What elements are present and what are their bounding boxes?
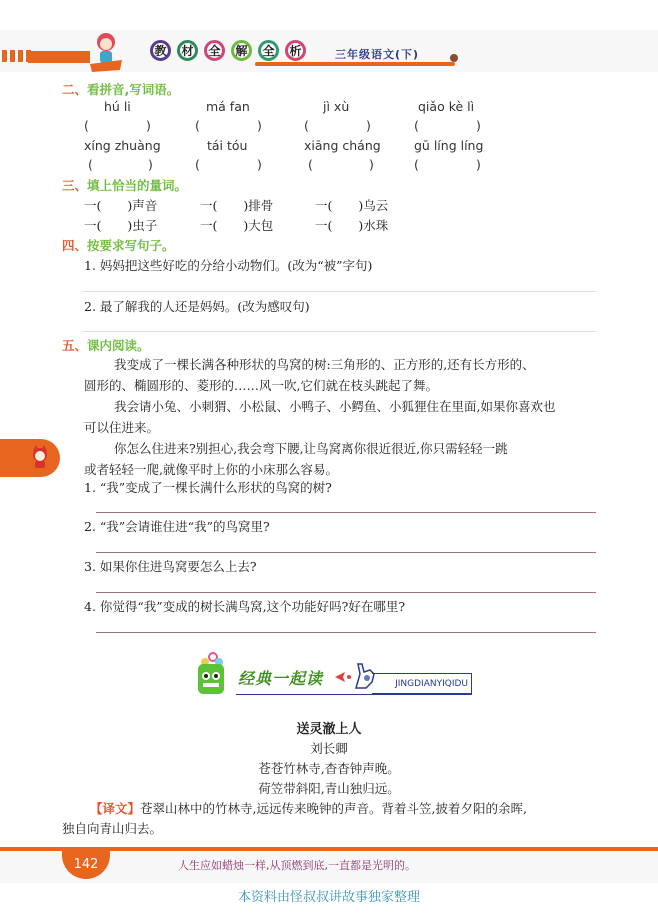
pinyin-8: gū líng líng [414,138,484,153]
blank-open: 一( [315,198,333,213]
section4-title: 按要求写句子。 [87,238,175,253]
blank-open: 一( [200,198,218,213]
header-dot [450,54,458,62]
answer-paren-close: ) [476,157,481,172]
cartoon-girl-icon [88,30,124,72]
pinyin-2: má fan [206,99,250,114]
pinyin-7: xiāng cháng [304,138,381,153]
translation-tag: 【译文】 [90,801,141,816]
section5-title: 课内阅读。 [87,338,150,353]
section3-number: 三、 [62,178,88,193]
page-number: 142 [62,849,110,879]
answer-paren-open[interactable]: ( [414,157,419,172]
reading-question-1: 1. “我”变成了一棵长满什么形状的鸟窝的树? [84,480,332,495]
poem-line: 苍苍竹林寺,杳杳钟声晚。 [258,761,400,776]
noun: 乌云 [363,198,389,213]
title-char-circle: 解 [231,40,252,61]
reading-question-3: 3. 如果你住进鸟窝要怎么上去? [84,559,257,574]
blank-close: ) [243,218,249,233]
answer-paren-open[interactable]: ( [304,118,309,133]
answer-paren-open[interactable]: ( [195,157,200,172]
green-monster-icon [193,652,229,698]
title-char-circle: 析 [285,40,306,61]
pinyin-4: qiǎo kè lì [418,99,475,114]
section2-heading [62,80,179,98]
section4-number: 四、 [62,238,88,253]
noun: 虫子 [132,218,158,233]
translation-text: 苍翠山林中的竹林寺,远远传来晚钟的声音。背着斗笠,披着夕阳的余晖, [140,801,527,816]
answer-line[interactable] [96,512,596,513]
title-char-circle: 教 [150,40,171,61]
poem-title: 送灵澈上人 [296,722,362,737]
answer-paren-close: ) [369,157,374,172]
fox-mascot-icon [30,445,50,469]
title-char-circle: 全 [204,40,225,61]
passage-line: 你怎么住进来?别担心,我会弯下腰,让鸟窝离你很近很近,你只需轻轻一跳 [114,441,508,456]
answer-line[interactable] [96,592,596,593]
blank-close: ) [358,218,364,233]
pinyin-1: hú li [104,99,131,114]
passage-line: 圆形的、椭圆形的、菱形的……风一吹,它们就在枝头跳起了舞。 [84,378,438,393]
blank-open: 一( [315,218,333,233]
translation-line [90,799,527,817]
section3-title: 填上恰当的量词。 [87,178,188,193]
banner-underline [236,694,472,695]
section5-heading [62,336,150,354]
reading-question-2: 2. “我”会请谁住进“我”的鸟窝里? [84,519,270,534]
header-underline [255,62,455,66]
blank-close: ) [127,198,133,213]
grade-label: 三年级语文(下) [335,48,420,61]
blank-close: ) [243,198,249,213]
footer-motto: 人生应如蜡烛一样,从顶燃到底,一直都是光明的。 [178,859,416,872]
answer-paren-close: ) [146,118,151,133]
rewrite-question-1: 1. 妈妈把这些好吃的分给小动物们。(改为“被”字句) [84,258,373,273]
blank-close: ) [358,198,364,213]
banner-title: 经典一起读 [238,669,324,688]
pinyin-6: tái tóu [207,138,248,153]
answer-paren-open[interactable]: ( [414,118,419,133]
blank-open: 一( [200,218,218,233]
blank-close: ) [127,218,133,233]
credit-text: 本资料由怪叔叔讲故事独家整理 [237,890,420,905]
answer-line[interactable] [96,632,596,633]
section5-number: 五、 [62,338,88,353]
poem-line: 荷笠带斜阳,青山独归远。 [258,781,400,796]
answer-paren-close: ) [476,118,481,133]
passage-line: 可以住进来。 [84,420,160,435]
answer-paren-open[interactable]: ( [88,157,93,172]
answer-line[interactable] [96,552,596,553]
answer-paren-close: ) [257,157,262,172]
answer-paren-open[interactable]: ( [84,118,89,133]
noun: 排骨 [248,198,274,213]
header-orange-bar [28,51,90,63]
section3-heading [62,176,187,194]
passage-line: 我变成了一棵长满各种形状的鸟窝的树:三角形的、正方形的,还有长方形的、 [114,357,535,372]
noun: 水珠 [363,218,389,233]
measure-word-item[interactable] [315,196,388,214]
book-title [150,40,306,61]
measure-word-item[interactable] [200,216,273,234]
answer-paren-close: ) [148,157,153,172]
noun: 声音 [132,198,158,213]
reading-question-4: 4. 你觉得“我”变成的树长满鸟窝,这个功能好吗?好在哪里? [84,599,406,614]
answer-line[interactable] [82,331,596,332]
passage-line: 我会请小兔、小刺猬、小松鼠、小鸭子、小鳄鱼、小狐狸住在里面,如果你喜欢也 [114,399,556,414]
section2-number: 二、 [62,82,88,97]
answer-paren-close: ) [366,118,371,133]
measure-word-item[interactable] [315,216,388,234]
poem-author: 刘长卿 [310,741,348,756]
section2-title: 看拼音,写词语。 [87,82,180,97]
arrow-icon [335,672,351,682]
measure-word-item[interactable] [84,216,157,234]
answer-paren-close: ) [257,118,262,133]
translation-line: 独自向青山归去。 [62,821,163,836]
pinyin-5: xíng zhuàng [84,138,161,153]
answer-paren-open[interactable]: ( [308,157,313,172]
measure-word-item[interactable] [84,196,157,214]
rewrite-question-2: 2. 最了解我的人还是妈妈。(改为感叹句) [84,299,310,314]
section4-heading [62,236,175,254]
answer-paren-open[interactable]: ( [195,118,200,133]
measure-word-item[interactable] [200,196,273,214]
pinyin-3: jì xù [323,99,350,114]
banner-pinyin-box: JINGDIANYIQIDU [372,673,472,694]
blank-open: 一( [84,218,102,233]
blank-open: 一( [84,198,102,213]
title-char-circle: 全 [258,40,279,61]
answer-line[interactable] [82,291,596,292]
title-char-circle: 材 [177,40,198,61]
passage-line: 或者轻轻一爬,就像平时上你的小床那么容易。 [84,462,338,477]
noun: 大包 [248,218,274,233]
